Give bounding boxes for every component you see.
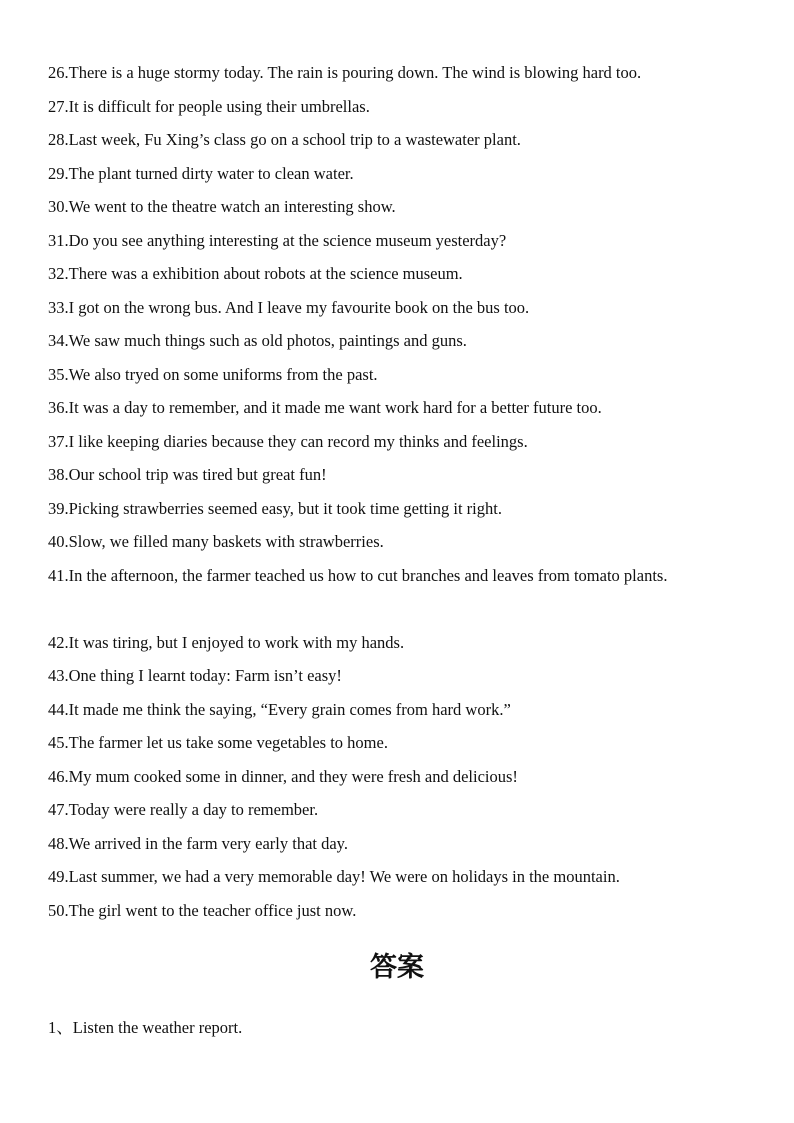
answer-number: 1、 [48,1018,73,1037]
item-number: 38. [48,465,69,484]
exercise-item [48,860,748,894]
exercise-item [48,458,748,492]
exercise-item [48,425,748,459]
item-number: 29. [48,163,69,183]
exercise-list [48,56,748,927]
item-number: 28. [48,130,69,149]
item-number: 35. [48,364,69,384]
item-text: There was a exhibition about robots at the science museum. [68,264,463,283]
item-number: 49. [48,867,69,886]
item-text: It was tiring, but I enjoyed to work with my hands. [68,632,405,652]
item-number: 40. [48,532,69,551]
exercise-item [48,693,748,727]
item-text: Last week, Fu Xing’s class go on a school trip to a wastewater plant. [68,130,521,149]
answer-text: Listen the weather report. [72,1018,243,1037]
item-text: It is difficult for people using their umbrellas. [68,96,370,116]
exercise-item [48,291,748,325]
item-number: 44. [48,699,69,719]
item-number: 39. [48,498,69,518]
item-number: 31. [48,230,69,250]
item-number: 48. [48,833,69,853]
item-number: 46. [48,766,69,786]
item-text: I got on the wrong bus. And I leave my favourite book on the bus too. [68,297,530,317]
item-number: 42. [48,632,69,652]
exercise-item [48,190,748,224]
exercise-item [48,760,748,794]
exercise-item [48,726,748,760]
exercise-item [48,626,748,660]
item-text: The girl went to the teacher office just now. [68,900,357,920]
item-number: 33. [48,297,69,317]
item-number: 32. [48,264,69,283]
item-number: 30. [48,197,69,216]
exercise-item [48,525,748,559]
item-text: We saw much things such as old photos, paintings and guns. [68,331,467,350]
item-text: We arrived in the farm very early that day. [68,833,348,853]
item-text: It made me think the saying, “Every grain comes from hard work.” [68,699,511,719]
item-text: Do you see anything interesting at the science museum yesterday? [68,230,507,250]
item-number: 34. [48,331,69,350]
item-text: The farmer let us take some vegetables to home. [68,733,388,752]
exercise-item [48,659,748,693]
item-number: 36. [48,398,69,417]
exercise-item [48,56,748,90]
item-number: 43. [48,666,69,685]
item-text: We also tryed on some uniforms from the past. [68,364,378,384]
item-number: 41. [48,565,69,585]
exercise-item [48,391,748,425]
item-number: 50. [48,900,69,920]
item-text: In the afternoon, the farmer teached us how to cut branches and leaves from tomato plants. [68,565,668,585]
answer-item [48,1013,242,1043]
item-number: 45. [48,733,69,752]
item-number: 37. [48,431,69,451]
exercise-item [48,793,748,827]
item-text: Today were really a day to remember. [68,800,319,819]
exercise-item [48,123,748,157]
item-text: The plant turned dirty water to clean water. [68,163,354,183]
item-text: Slow, we filled many baskets with strawberries. [68,532,384,551]
item-text: I like keeping diaries because they can record my thinks and feelings. [68,431,528,451]
item-number: 27. [48,96,69,116]
item-number: 26. [48,63,69,82]
item-text: We went to the theatre watch an interesting show. [68,197,396,216]
item-text: Last summer, we had a very memorable day! We were on holidays in the mountain. [68,867,620,886]
exercise-item [48,492,748,526]
exercise-item [48,90,748,124]
exercise-item [48,157,748,191]
item-text: There is a huge stormy today. The rain is pouring down. The wind is blowing hard too. [68,63,642,82]
item-text: Our school trip was tired but great fun! [68,465,327,484]
item-text: My mum cooked some in dinner, and they were fresh and delicious! [68,766,518,786]
exercise-item [48,894,748,928]
exercise-item [48,827,748,861]
exercise-item [48,358,748,392]
item-text: It was a day to remember, and it made me want work hard for a better future too. [68,398,602,417]
answer-heading: 答案 [370,952,424,983]
item-number: 47. [48,800,69,819]
exercise-item [48,224,748,258]
exercise-item [48,324,748,358]
exercise-item [48,257,748,291]
exercise-item [48,559,748,626]
item-text: Picking strawberries seemed easy, but it took time getting it right. [68,498,502,518]
item-text: One thing I learnt today: Farm isn’t easy! [68,666,342,685]
